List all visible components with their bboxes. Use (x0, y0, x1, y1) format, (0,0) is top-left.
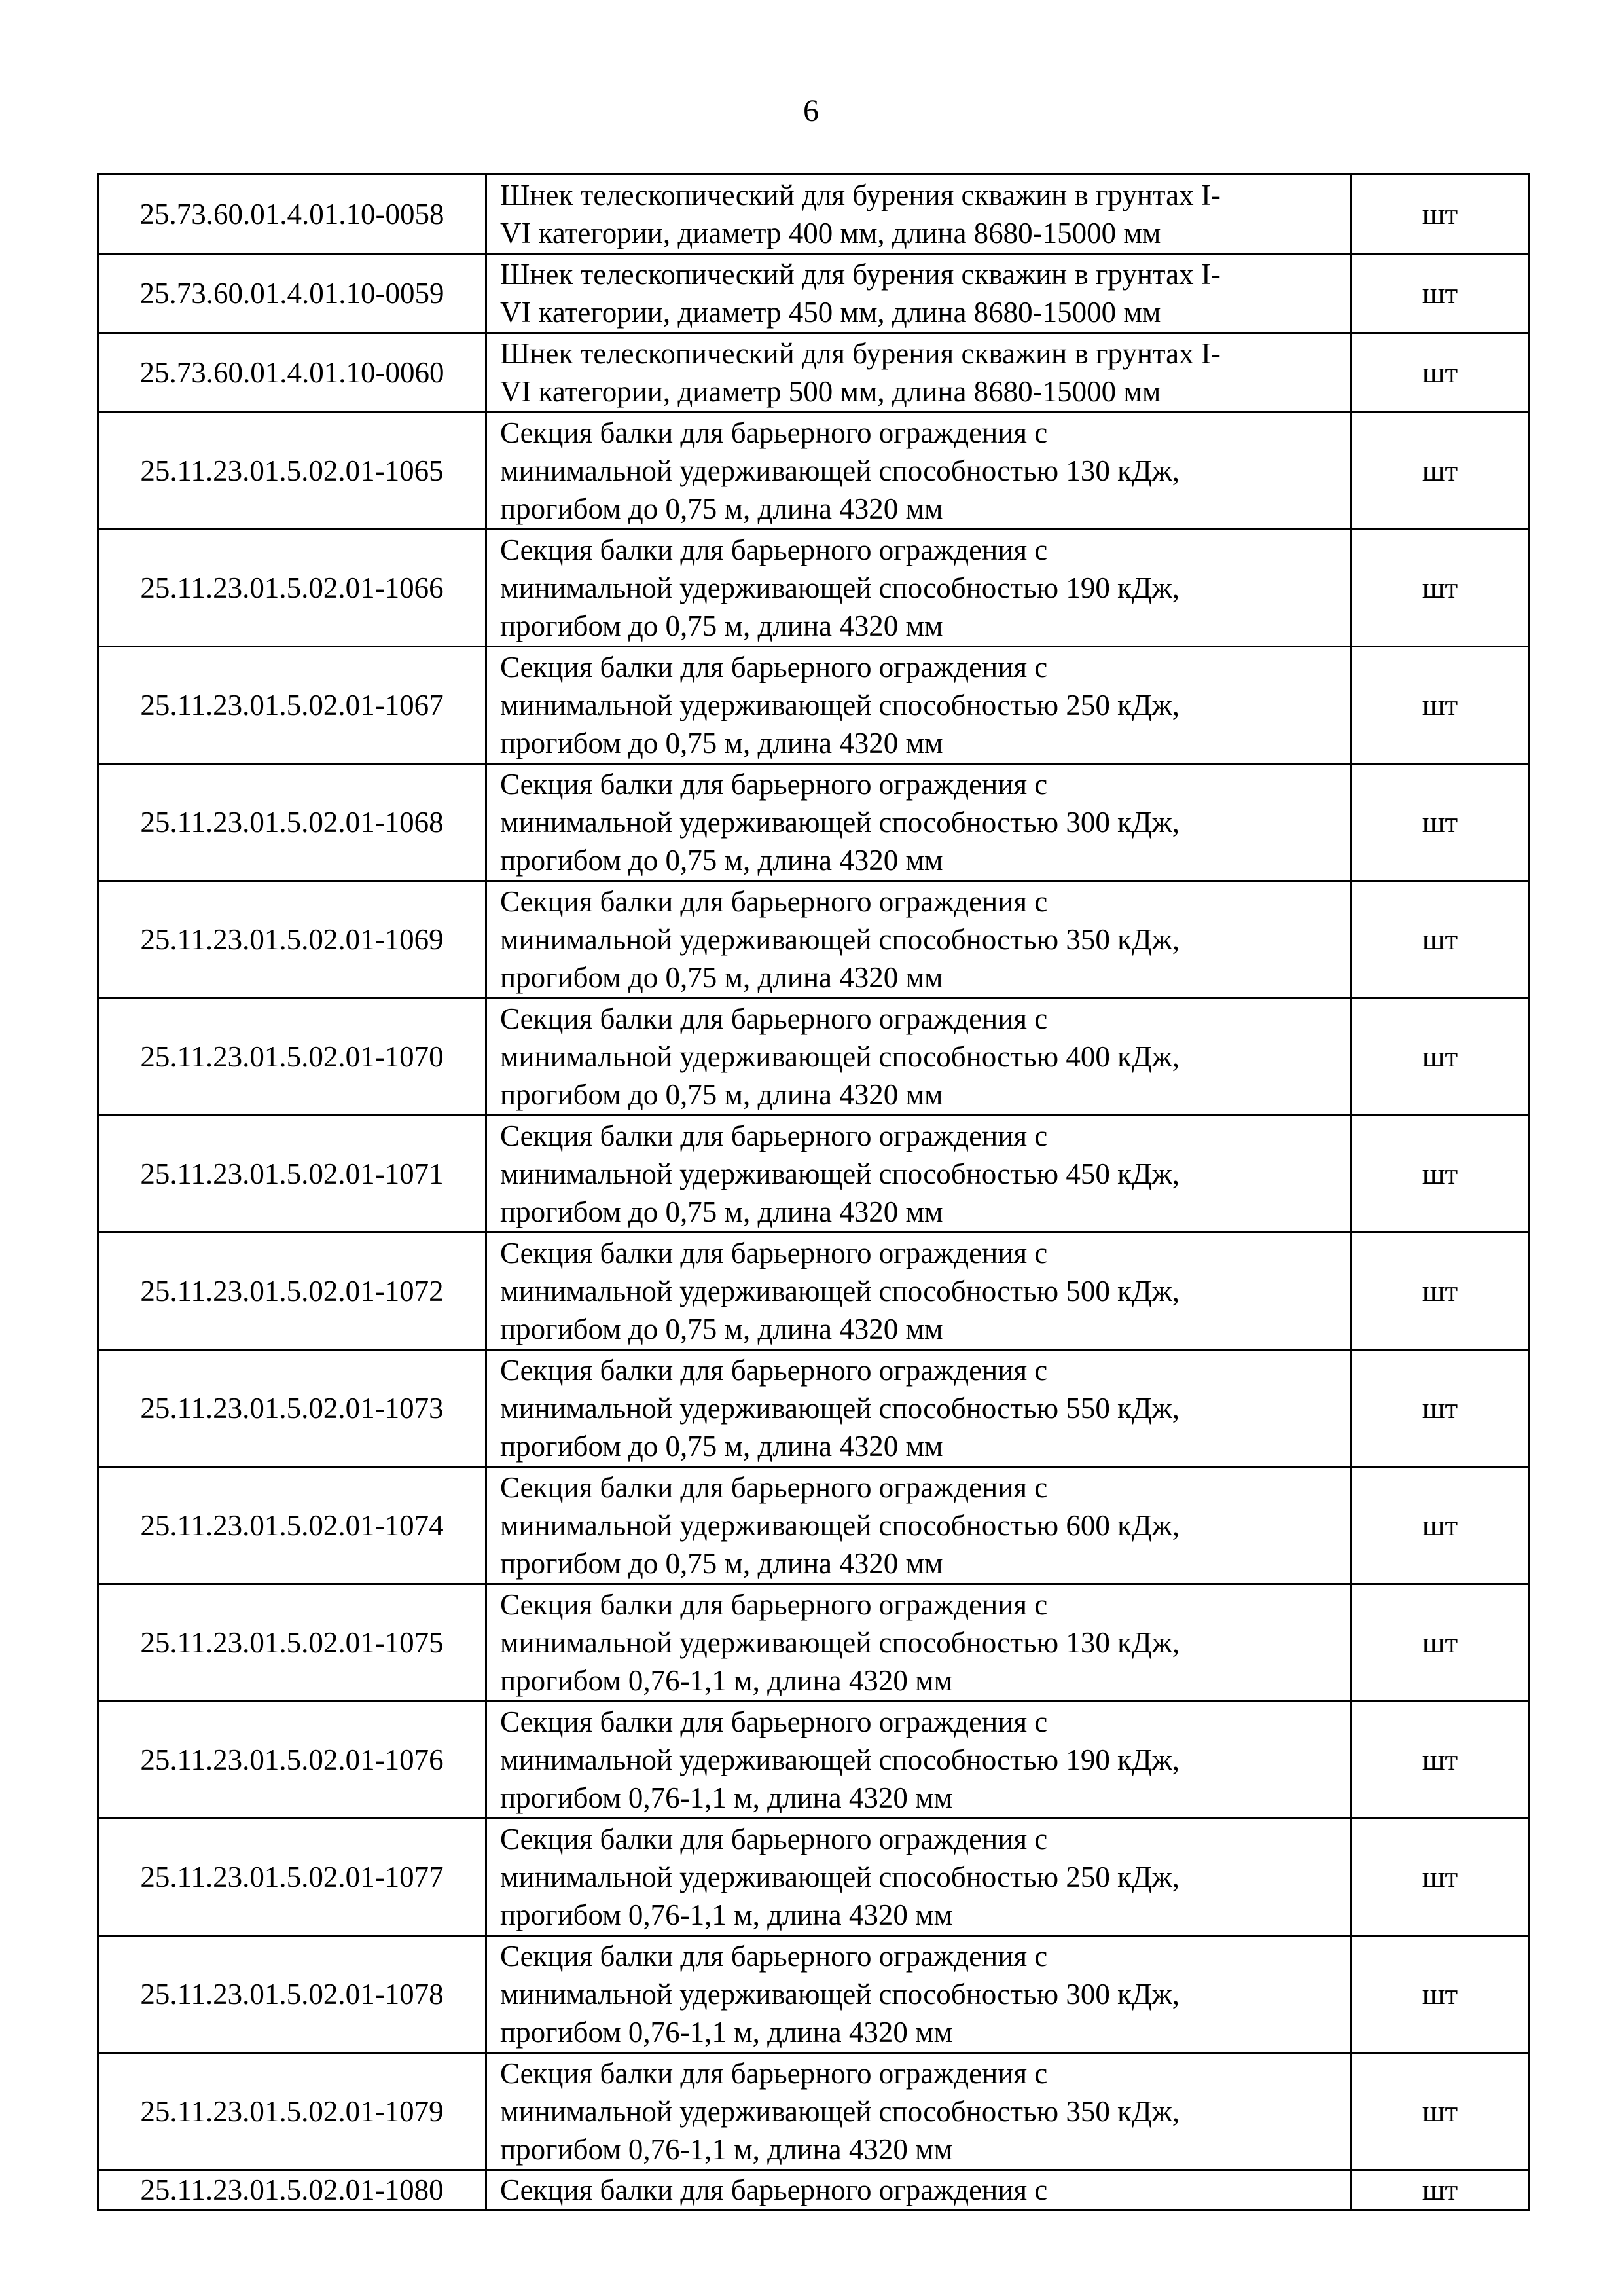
item-description (486, 764, 1352, 881)
item-code: 25.73.60.01.4.01.10-0060 (98, 333, 486, 412)
description-line: минимальной удерживающей способностью 500 кДж, (500, 1275, 1180, 1307)
description-line: прогибом 0,76-1,1 м, длина 4320 мм (500, 2133, 953, 2166)
item-description (486, 1116, 1352, 1233)
description-line: Шнек телескопический для бурения скважин в грунтах I- (500, 258, 1221, 291)
description-line: Секция балки для барьерного ограждения с (500, 534, 1048, 566)
item-unit: шт (1352, 2170, 1529, 2210)
description-line: минимальной удерживающей способностью 350 кДж, (500, 923, 1180, 956)
item-unit: шт (1352, 1116, 1529, 1233)
description-line: минимальной удерживающей способностью 350 кДж, (500, 2095, 1180, 2128)
item-unit: шт (1352, 1584, 1529, 1702)
description-line: Секция балки для барьерного ограждения с (500, 1588, 1048, 1621)
description-line: VI категории, диаметр 400 мм, длина 8680-15000 мм (500, 217, 1161, 249)
item-unit: шт (1352, 647, 1529, 764)
items-table (97, 173, 1530, 2211)
description-line: прогибом до 0,75 м, длина 4320 мм (500, 1195, 943, 1228)
item-code: 25.11.23.01.5.02.01-1075 (98, 1584, 486, 1702)
item-unit: шт (1352, 998, 1529, 1116)
description-line: Шнек телескопический для бурения скважин в грунтах I- (500, 337, 1221, 370)
table-row (98, 1233, 1529, 1350)
description-line: минимальной удерживающей способностью 190 кДж, (500, 1743, 1180, 1776)
item-code: 25.73.60.01.4.01.10-0059 (98, 254, 486, 333)
description-line: Секция балки для барьерного ограждения с (500, 1002, 1048, 1035)
description-line: минимальной удерживающей способностью 400 кДж, (500, 1040, 1180, 1073)
description-line: прогибом 0,76-1,1 м, длина 4320 мм (500, 1664, 953, 1697)
item-code: 25.11.23.01.5.02.01-1070 (98, 998, 486, 1116)
description-line: прогибом до 0,75 м, длина 4320 мм (500, 492, 943, 525)
item-description (486, 881, 1352, 998)
description-line: Секция балки для барьерного ограждения с (500, 768, 1048, 801)
description-line: прогибом до 0,75 м, длина 4320 мм (500, 1547, 943, 1580)
table-row (98, 530, 1529, 647)
description-line: минимальной удерживающей способностью 190 кДж, (500, 572, 1180, 604)
table-row (98, 175, 1529, 254)
item-unit: шт (1352, 1233, 1529, 1350)
item-description (486, 175, 1352, 254)
description-line: минимальной удерживающей способностью 250 кДж, (500, 1861, 1180, 1893)
table-row (98, 1467, 1529, 1584)
description-line: VI категории, диаметр 450 мм, длина 8680-15000 мм (500, 296, 1161, 329)
item-description (486, 1467, 1352, 1584)
item-code: 25.11.23.01.5.02.01-1072 (98, 1233, 486, 1350)
item-unit: шт (1352, 1702, 1529, 1819)
description-line: прогибом до 0,75 м, длина 4320 мм (500, 1430, 943, 1463)
description-line: Секция балки для барьерного ограждения с (500, 1823, 1048, 1855)
item-code: 25.11.23.01.5.02.01-1080 (98, 2170, 486, 2210)
item-unit: шт (1352, 764, 1529, 881)
description-line: минимальной удерживающей способностью 450 кДж, (500, 1157, 1180, 1190)
item-code: 25.11.23.01.5.02.01-1065 (98, 412, 486, 530)
table-row (98, 1350, 1529, 1467)
table-row (98, 254, 1529, 333)
item-description (486, 998, 1352, 1116)
description-line: прогибом до 0,75 м, длина 4320 мм (500, 727, 943, 759)
description-line: минимальной удерживающей способностью 250 кДж, (500, 689, 1180, 721)
item-code: 25.11.23.01.5.02.01-1074 (98, 1467, 486, 1584)
item-code: 25.73.60.01.4.01.10-0058 (98, 175, 486, 254)
item-description (486, 1233, 1352, 1350)
item-unit: шт (1352, 2053, 1529, 2170)
table-row (98, 764, 1529, 881)
item-unit: шт (1352, 254, 1529, 333)
description-line: Секция балки для барьерного ограждения с (500, 1120, 1048, 1152)
description-line: минимальной удерживающей способностью 130 кДж, (500, 1626, 1180, 1659)
item-description (486, 1936, 1352, 2053)
description-line: Шнек телескопический для бурения скважин в грунтах I- (500, 179, 1221, 211)
description-line: прогибом до 0,75 м, длина 4320 мм (500, 844, 943, 877)
item-description (486, 2053, 1352, 2170)
table-row (98, 1116, 1529, 1233)
table-row (98, 1819, 1529, 1936)
description-line: минимальной удерживающей способностью 600 кДж, (500, 1509, 1180, 1542)
item-description (486, 333, 1352, 412)
description-line: Секция балки для барьерного ограждения с (500, 651, 1048, 683)
description-line: Секция балки для барьерного ограждения с (500, 1354, 1048, 1387)
item-code: 25.11.23.01.5.02.01-1079 (98, 2053, 486, 2170)
description-line: минимальной удерживающей способностью 550 кДж, (500, 1392, 1180, 1425)
item-code: 25.11.23.01.5.02.01-1068 (98, 764, 486, 881)
description-line: Секция балки для барьерного ограждения с (500, 416, 1048, 449)
table-body (98, 175, 1529, 2210)
description-line: прогибом 0,76-1,1 м, длина 4320 мм (500, 1781, 953, 1814)
table-row (98, 998, 1529, 1116)
item-unit: шт (1352, 412, 1529, 530)
table-row (98, 2170, 1529, 2210)
description-line: минимальной удерживающей способностью 300 кДж, (500, 1978, 1180, 2011)
description-line: Секция балки для барьерного ограждения с (500, 1471, 1048, 1504)
item-code: 25.11.23.01.5.02.01-1069 (98, 881, 486, 998)
item-unit: шт (1352, 530, 1529, 647)
item-unit: шт (1352, 881, 1529, 998)
description-line: Секция балки для барьерного ограждения с (500, 1940, 1048, 1973)
item-code: 25.11.23.01.5.02.01-1078 (98, 1936, 486, 2053)
item-code: 25.11.23.01.5.02.01-1066 (98, 530, 486, 647)
item-description (486, 2170, 1352, 2210)
page-number: 6 (803, 94, 819, 128)
item-code: 25.11.23.01.5.02.01-1073 (98, 1350, 486, 1467)
item-code: 25.11.23.01.5.02.01-1076 (98, 1702, 486, 1819)
description-line: минимальной удерживающей способностью 300 кДж, (500, 806, 1180, 839)
item-description (486, 254, 1352, 333)
item-description (486, 412, 1352, 530)
table-row (98, 1584, 1529, 1702)
description-line: Секция балки для барьерного ограждения с (500, 1237, 1048, 1269)
table-row (98, 1702, 1529, 1819)
item-description (486, 647, 1352, 764)
table-row (98, 1936, 1529, 2053)
item-unit: шт (1352, 333, 1529, 412)
item-unit: шт (1352, 1936, 1529, 2053)
item-unit: шт (1352, 175, 1529, 254)
description-line: прогибом 0,76-1,1 м, длина 4320 мм (500, 1899, 953, 1931)
item-unit: шт (1352, 1819, 1529, 1936)
table-row (98, 333, 1529, 412)
table-row (98, 2053, 1529, 2170)
item-description (486, 1819, 1352, 1936)
item-code: 25.11.23.01.5.02.01-1071 (98, 1116, 486, 1233)
description-line: минимальной удерживающей способностью 130 кДж, (500, 454, 1180, 487)
description-line: Секция балки для барьерного ограждения с (500, 885, 1048, 918)
item-unit: шт (1352, 1350, 1529, 1467)
description-line: Секция балки для барьерного ограждения с (500, 1705, 1048, 1738)
table-row (98, 647, 1529, 764)
item-description (486, 1350, 1352, 1467)
item-code: 25.11.23.01.5.02.01-1067 (98, 647, 486, 764)
description-line: Секция балки для барьерного ограждения с (500, 2057, 1048, 2090)
description-line: прогибом 0,76-1,1 м, длина 4320 мм (500, 2016, 953, 2049)
table-row (98, 412, 1529, 530)
item-code: 25.11.23.01.5.02.01-1077 (98, 1819, 486, 1936)
item-description (486, 1584, 1352, 1702)
description-line: Секция балки для барьерного ограждения с (500, 2174, 1048, 2206)
description-line: прогибом до 0,75 м, длина 4320 мм (500, 1313, 943, 1345)
item-description (486, 530, 1352, 647)
table-row (98, 881, 1529, 998)
item-unit: шт (1352, 1467, 1529, 1584)
description-line: прогибом до 0,75 м, длина 4320 мм (500, 610, 943, 642)
description-line: VI категории, диаметр 500 мм, длина 8680-15000 мм (500, 375, 1161, 408)
description-line: прогибом до 0,75 м, длина 4320 мм (500, 961, 943, 994)
description-line: прогибом до 0,75 м, длина 4320 мм (500, 1078, 943, 1111)
item-description (486, 1702, 1352, 1819)
